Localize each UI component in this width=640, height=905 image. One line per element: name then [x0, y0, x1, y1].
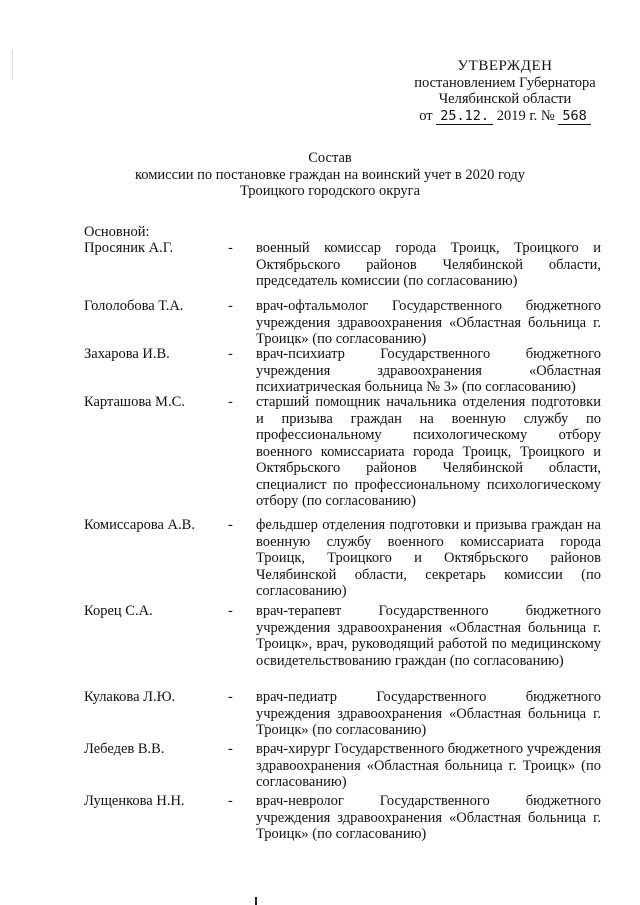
scan-artifact: [12, 50, 13, 80]
member-role: военный комиссар города Троицк, Троицкого и Октябрьского районов Челябинской области, председатель комиссии (по согласованию): [256, 240, 601, 289]
member-name: Лущенкова Н.Н.: [84, 793, 185, 809]
member-dash: -: [228, 394, 233, 410]
title-line-3: Троицкого городского округа: [239, 183, 421, 199]
member-dash: -: [228, 741, 233, 757]
member-role: врач-офтальмолог Государственного бюджетного учреждения здравоохранения «Областная больница г. Троицк» (по согласованию): [256, 298, 601, 347]
member-name: Гололобова Т.А.: [84, 298, 184, 314]
title-line-2: комиссии по постановке граждан на воинский учет в 2020 году: [134, 166, 526, 183]
member-name: Захарова И.В.: [84, 346, 170, 362]
member-dash: -: [228, 603, 233, 619]
approval-year: 2019 г. №: [496, 107, 555, 124]
member-dash: -: [228, 793, 233, 809]
member-role: врач-психиатр Государственного бюджетного учреждения здравоохранения «Областная психиатрическая больница № 3» (по согласованию): [256, 346, 601, 395]
approval-date-row: [400, 108, 610, 125]
member-name: Кулакова Л.Ю.: [84, 689, 176, 705]
member-name: Комиссарова А.В.: [84, 517, 195, 533]
member-role: фельдшер отделения подготовки и призыва граждан на военную службу военного комиссариата города Троицк, Троицкого и Октябрьского районов Челябинской области, секретарь комиссии (по согласованию): [256, 517, 601, 599]
approval-number: 568: [558, 108, 590, 125]
approval-block: [400, 58, 610, 124]
member-role: врач-хирург Государственного бюджетного учреждения здравоохранения «Областная больница г. Троицк» (по согласованию): [256, 741, 601, 790]
member-role: врач-невролог Государственного бюджетного учреждения здравоохранения «Областная больница г. Троицк» (по согласованию): [256, 793, 601, 842]
member-dash: -: [228, 298, 233, 314]
member-dash: -: [228, 346, 233, 362]
approval-line-1: постановлением Губернатора: [414, 74, 596, 91]
member-dash: -: [228, 240, 233, 256]
scan-artifact: [255, 897, 257, 905]
approval-from-prefix: от: [419, 107, 433, 124]
member-role: врач-терапевт Государственного бюджетного учреждения здравоохранения «Областная больница г. Троицк», врач, руководящий работой по медицинскому освидетельствованию граждан (по согласованию): [256, 603, 601, 669]
member-name: Просяник А.Г.: [84, 240, 174, 256]
member-dash: -: [228, 689, 233, 705]
member-dash: -: [228, 517, 233, 533]
approval-heading: УТВЕРЖДЕН: [457, 58, 553, 74]
member-role: врач-педиатр Государственного бюджетного учреждения здравоохранения «Областная больница г. Троицк» (по согласованию): [256, 689, 601, 738]
member-name: Лебедев В.В.: [84, 741, 165, 757]
member-role: старший помощник начальника отделения подготовки и призыва граждан на военную службу по профессиональному психологическому отбору военного комиссариата города Троицк, Троицкого и Октябрьского районов Челябинской области, специалист по профессиональному психологическому отбору (по согласованию): [256, 394, 601, 509]
section-label: Основной:: [84, 224, 150, 240]
member-name: Корец С.А.: [84, 603, 153, 619]
approval-line-2: Челябинской области: [438, 91, 572, 107]
member-name: Карташова М.С.: [84, 394, 185, 410]
approval-date: 25.12.: [436, 108, 493, 125]
document-title: [120, 150, 540, 200]
title-line-1: Состав: [308, 150, 352, 166]
